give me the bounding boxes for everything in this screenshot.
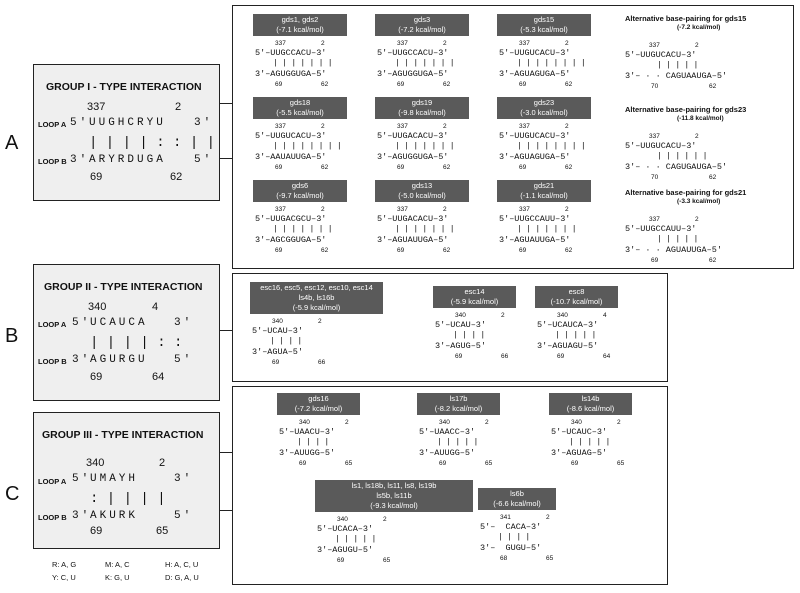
ls-structure-bars: ||||| bbox=[437, 437, 483, 447]
gds-structure-n2: 2 bbox=[321, 123, 325, 130]
alt-n1: 337 bbox=[649, 216, 660, 223]
gds-structure-n4: 62 bbox=[321, 164, 329, 171]
gds-structure-label-line: gds3 bbox=[413, 15, 431, 24]
ls-structure-label bbox=[315, 480, 473, 512]
gds-structure-label-line: (-7.1 kcal/mol) bbox=[276, 25, 324, 35]
gds-structure-label-line: gds23 bbox=[533, 98, 555, 107]
group3-box bbox=[33, 412, 220, 549]
group2-top-prefix: 5′ bbox=[72, 317, 92, 329]
ls-structure-label bbox=[417, 393, 500, 415]
gds-structure-bars: |||||||| bbox=[273, 141, 346, 151]
group1-top-seq: UUGHCRYU bbox=[89, 117, 166, 129]
alt-title: Alternative base-pairing for gds15 bbox=[625, 14, 747, 23]
esc-structure-n3: 69 bbox=[272, 359, 280, 366]
connector bbox=[220, 158, 232, 159]
esc-structure-n1: 340 bbox=[272, 318, 283, 325]
gds-structure-bars: ||||||| bbox=[273, 58, 337, 68]
gds-structure-label-line: gds18 bbox=[289, 98, 311, 107]
esc-structure-label-line: esc16, esc5, esc12, esc10, esc14 bbox=[260, 283, 373, 292]
ls-structure-bot: 3′–AGUGU–5′ bbox=[317, 545, 374, 555]
legend-r: R: A, G bbox=[52, 560, 77, 569]
ls-structure-bot: 3′– GUGU–5′ bbox=[480, 543, 542, 553]
ls-structure-n1: 340 bbox=[337, 516, 348, 523]
ls-structure-n4: 65 bbox=[546, 555, 554, 562]
ls-structure-top: 5′–UAACC–3′ bbox=[419, 427, 476, 437]
group3-loop-b: LOOP B bbox=[38, 513, 67, 522]
gds-structure-bars: ||||||| bbox=[273, 224, 337, 234]
esc-structure-label-line: (-5.9 kcal/mol) bbox=[292, 303, 341, 313]
gds-structure-bot: 3′–AGCGGUGA–5′ bbox=[255, 235, 327, 245]
ls-structure-n2: 2 bbox=[383, 516, 387, 523]
ls-structure-n1: 340 bbox=[299, 419, 310, 426]
group1-loop-b: LOOP B bbox=[38, 157, 67, 166]
ls-structure-label bbox=[549, 393, 632, 415]
alt-n3: 70 bbox=[651, 174, 659, 181]
group3-top-prefix: 5′ bbox=[72, 473, 92, 485]
gds-structure-n2: 2 bbox=[565, 123, 569, 130]
esc-structure-top: 5′–UCAU–3′ bbox=[435, 320, 487, 330]
gds-structure-label bbox=[253, 14, 347, 36]
esc-structure-n4: 66 bbox=[501, 353, 509, 360]
ls-structure-n4: 65 bbox=[345, 460, 353, 467]
gds-structure-n4: 62 bbox=[565, 81, 573, 88]
alt-energy: (-3.3 kcal/mol) bbox=[677, 198, 721, 205]
gds-structure-label bbox=[375, 180, 469, 202]
ls-structure-bot: 3′–AUUGG–5′ bbox=[419, 448, 476, 458]
ls-structure-n3: 68 bbox=[500, 555, 508, 562]
alt-n2: 2 bbox=[695, 216, 699, 223]
alt-n1: 337 bbox=[649, 133, 660, 140]
group1-num-337: 337 bbox=[87, 101, 106, 113]
group2-bot-prefix: 3′ bbox=[72, 354, 92, 366]
group2-bot-suffix: 5′ bbox=[174, 354, 194, 366]
alt-bot: 3′– · · CAGUAAUGA–5′ bbox=[625, 71, 728, 81]
gds-structure-label bbox=[497, 14, 591, 36]
gds-structure-n3: 69 bbox=[275, 81, 283, 88]
ls-structure-label-line: ls14b bbox=[581, 394, 600, 403]
group1-bot-seq: ARYRDUGA bbox=[89, 154, 166, 166]
gds-structure-n1: 337 bbox=[519, 206, 530, 213]
group1-title: GROUP I - TYPE INTERACTION bbox=[46, 81, 202, 93]
esc-structure-label-line: (-10.7 kcal/mol) bbox=[550, 297, 603, 307]
alt-n1: 337 bbox=[649, 42, 660, 49]
group3-bot-seq: AKURK bbox=[90, 510, 139, 522]
gds-structure-n2: 2 bbox=[443, 40, 447, 47]
panel-letter-c: C bbox=[5, 483, 20, 505]
gds-structure-bars: |||||||| bbox=[517, 58, 590, 68]
alt-bot: 3′– · · AGUAUUGA–5′ bbox=[625, 245, 722, 255]
ls-structure-label-line: (-9.3 kcal/mol) bbox=[370, 501, 418, 511]
group3-pairs: : | | | | bbox=[90, 491, 166, 507]
gds-structure-top: 5′–UUGCCACU–3′ bbox=[377, 48, 449, 58]
ls-structure-bars: ||||| bbox=[335, 534, 381, 544]
alt-title: Alternative base-pairing for gds21 bbox=[625, 188, 747, 197]
gds-structure-n4: 62 bbox=[443, 164, 451, 171]
esc-structure-bars: |||| bbox=[453, 330, 490, 340]
alt-n4: 62 bbox=[709, 83, 717, 90]
gds-structure-n1: 337 bbox=[275, 40, 286, 47]
gds-structure-bars: ||||||| bbox=[517, 224, 581, 234]
esc-structure-label bbox=[250, 282, 383, 314]
gds-structure-n3: 69 bbox=[275, 247, 283, 254]
group3-bot-prefix: 3′ bbox=[72, 510, 92, 522]
gds-structure-bars: ||||||| bbox=[395, 58, 459, 68]
gds-structure-n2: 2 bbox=[565, 206, 569, 213]
group1-top-prefix: 5′ bbox=[70, 117, 90, 129]
ls-structure-n3: 69 bbox=[571, 460, 579, 467]
connector bbox=[220, 103, 232, 104]
gds-structure-n2: 2 bbox=[321, 40, 325, 47]
gds-structure-label bbox=[253, 97, 347, 119]
esc-structure-n4: 66 bbox=[318, 359, 326, 366]
connector bbox=[220, 452, 232, 453]
gds-structure-label bbox=[497, 180, 591, 202]
gds-structure-bot: 3′–AGUAUUGA–5′ bbox=[377, 235, 449, 245]
gds-structure-label-line: (-1.1 kcal/mol) bbox=[520, 191, 568, 201]
esc-structure-bot: 3′–AGUG–5′ bbox=[435, 341, 487, 351]
gds-structure-label-line: gds13 bbox=[411, 181, 433, 190]
ls-structure-bars: |||| bbox=[297, 437, 334, 447]
group3-num-340: 340 bbox=[86, 457, 105, 469]
group1-top-suffix: 3′ bbox=[194, 117, 214, 129]
alt-bot: 3′– · · CAGUGAUGA–5′ bbox=[625, 162, 728, 172]
esc-structure-n2: 2 bbox=[501, 312, 505, 319]
esc-structure-label bbox=[433, 286, 516, 308]
group3-num-65: 65 bbox=[156, 525, 169, 537]
alt-bars: ||||| bbox=[657, 234, 703, 244]
legend-y: Y: C, U bbox=[52, 573, 76, 582]
group3-bot-suffix: 5′ bbox=[174, 510, 194, 522]
gds-structure-bars: ||||||| bbox=[395, 141, 459, 151]
esc-structure-n4: 64 bbox=[603, 353, 611, 360]
group1-bot-prefix: 3′ bbox=[70, 154, 90, 166]
ls-structure-label-line: ls1, ls18b, ls11, ls8, ls19b bbox=[351, 481, 437, 490]
connector bbox=[220, 330, 232, 331]
gds-structure-n3: 69 bbox=[519, 247, 527, 254]
group2-pairs: | | | | : : bbox=[90, 335, 183, 351]
gds-structure-bars: ||||||| bbox=[395, 224, 459, 234]
gds-structure-label-line: gds15 bbox=[533, 15, 555, 24]
group3-top-seq: UMAYH bbox=[90, 473, 139, 485]
ls-structure-top: 5′– CACA–3′ bbox=[480, 522, 542, 532]
ls-structure-bars: |||| bbox=[498, 532, 535, 542]
group1-pairs: | | | | : : | | bbox=[89, 135, 216, 151]
legend-k: K: G, U bbox=[105, 573, 130, 582]
esc-structure-label bbox=[535, 286, 618, 308]
esc-structure-bot: 3′–AGUAGU–5′ bbox=[537, 341, 599, 351]
gds-structure-n2: 2 bbox=[443, 123, 447, 130]
ls-structure-label-line: (-8.2 kcal/mol) bbox=[434, 404, 483, 414]
alt-n4: 62 bbox=[709, 257, 717, 264]
gds-structure-label-line: (-7.2 kcal/mol) bbox=[398, 25, 446, 35]
group3-num-69: 69 bbox=[90, 525, 103, 537]
alt-top: 5′–UUGUCACU–3′ bbox=[625, 50, 697, 60]
gds-structure-n4: 62 bbox=[565, 247, 573, 254]
group1-box bbox=[33, 64, 220, 201]
group1-num-69: 69 bbox=[90, 171, 103, 183]
gds-structure-label bbox=[497, 97, 591, 119]
esc-structure-n3: 69 bbox=[455, 353, 463, 360]
group2-num-340: 340 bbox=[88, 301, 107, 313]
gds-structure-label-line: (-5.3 kcal/mol) bbox=[520, 25, 568, 35]
group1-num-62: 62 bbox=[170, 171, 183, 183]
gds-structure-n4: 62 bbox=[321, 247, 329, 254]
gds-structure-n4: 62 bbox=[321, 81, 329, 88]
alt-title: Alternative base-pairing for gds23 bbox=[625, 105, 747, 114]
ls-structure-n3: 69 bbox=[337, 557, 345, 564]
ls-structure-n4: 65 bbox=[485, 460, 493, 467]
alt-n2: 2 bbox=[695, 133, 699, 140]
gds-structure-n1: 337 bbox=[397, 206, 408, 213]
esc-structure-bars: |||| bbox=[270, 336, 307, 346]
group1-num-2: 2 bbox=[175, 101, 182, 113]
ls-structure-label-line: ls5b, ls11b bbox=[376, 491, 412, 501]
gds-structure-n2: 2 bbox=[443, 206, 447, 213]
gds-structure-n3: 69 bbox=[519, 81, 527, 88]
gds-structure-label-line: (-5.0 kcal/mol) bbox=[398, 191, 446, 201]
ls-structure-label-line: ls17b bbox=[449, 394, 468, 403]
legend-d: D: G, A, U bbox=[165, 573, 199, 582]
group2-box bbox=[33, 264, 220, 401]
group1-bot-suffix: 5′ bbox=[194, 154, 214, 166]
esc-structure-bot: 3′–AGUA–5′ bbox=[252, 347, 304, 357]
legend-m: M: A, C bbox=[105, 560, 130, 569]
ls-structure-n3: 69 bbox=[439, 460, 447, 467]
gds-structure-n1: 337 bbox=[275, 123, 286, 130]
ls-structure-label-line: (-6.6 kcal/mol) bbox=[493, 499, 541, 509]
gds-structure-n3: 69 bbox=[275, 164, 283, 171]
group2-title: GROUP II - TYPE INTERACTION bbox=[44, 281, 203, 293]
gds-structure-bot: 3′–AGUAUUGA–5′ bbox=[499, 235, 571, 245]
esc-structure-label-line: (-5.9 kcal/mol) bbox=[450, 297, 499, 307]
gds-structure-n1: 337 bbox=[519, 40, 530, 47]
ls-structure-top: 5′–UAACU–3′ bbox=[279, 427, 336, 437]
ls-structure-n3: 69 bbox=[299, 460, 307, 467]
gds-structure-bot: 3′–AGUAGUGA–5′ bbox=[499, 69, 571, 79]
gds-structure-label-line: (-9.8 kcal/mol) bbox=[398, 108, 446, 118]
ls-structure-n2: 2 bbox=[345, 419, 349, 426]
esc-structure-top: 5′–UCAU–3′ bbox=[252, 326, 304, 336]
ls-structure-n1: 340 bbox=[439, 419, 450, 426]
ls-structure-label bbox=[478, 488, 556, 510]
gds-structure-label bbox=[253, 180, 347, 202]
esc-structure-n2: 2 bbox=[318, 318, 322, 325]
group2-bot-seq: AGURGU bbox=[90, 354, 148, 366]
legend-h: H: A, C, U bbox=[165, 560, 199, 569]
gds-structure-n1: 337 bbox=[275, 206, 286, 213]
gds-structure-bars: |||||||| bbox=[517, 141, 590, 151]
ls-structure-label bbox=[277, 393, 360, 415]
ls-structure-label-line: (-8.6 kcal/mol) bbox=[566, 404, 615, 414]
ls-structure-bot: 3′–AUUGG–5′ bbox=[279, 448, 336, 458]
group3-num-2: 2 bbox=[159, 457, 166, 469]
group3-title: GROUP III - TYPE INTERACTION bbox=[42, 429, 204, 441]
ls-structure-n1: 341 bbox=[500, 514, 511, 521]
alt-top: 5′–UUGCCAUU–3′ bbox=[625, 224, 697, 234]
gds-structure-label bbox=[375, 97, 469, 119]
esc-structure-bars: ||||| bbox=[555, 330, 601, 340]
alt-n3: 69 bbox=[651, 257, 659, 264]
esc-structure-label-line: esc14 bbox=[464, 287, 485, 296]
gds-structure-n3: 69 bbox=[519, 164, 527, 171]
ls-structure-n1: 340 bbox=[571, 419, 582, 426]
alt-n3: 70 bbox=[651, 83, 659, 90]
alt-bars: |||||| bbox=[657, 151, 712, 161]
gds-structure-n2: 2 bbox=[565, 40, 569, 47]
gds-structure-label bbox=[375, 14, 469, 36]
ls-structure-n4: 65 bbox=[383, 557, 391, 564]
group3-top-suffix: 3′ bbox=[174, 473, 194, 485]
esc-structure-n1: 340 bbox=[455, 312, 466, 319]
gds-structure-label-line: (-3.0 kcal/mol) bbox=[520, 108, 568, 118]
gds-structure-label-line: gds21 bbox=[533, 181, 555, 190]
gds-structure-n1: 337 bbox=[397, 40, 408, 47]
esc-structure-top: 5′–UCAUCA–3′ bbox=[537, 320, 599, 330]
ls-structure-n2: 2 bbox=[617, 419, 621, 426]
ls-structure-n2: 2 bbox=[546, 514, 550, 521]
alt-energy: (-11.8 kcal/mol) bbox=[677, 115, 724, 122]
panel-letter-a: A bbox=[5, 132, 19, 154]
esc-structure-n3: 69 bbox=[557, 353, 565, 360]
ls-structure-label-line: ls6b bbox=[510, 489, 524, 498]
ls-structure-label-line: (-7.2 kcal/mol) bbox=[294, 404, 343, 414]
alt-bars: ||||| bbox=[657, 60, 703, 70]
gds-structure-top: 5′–UUGUCACU–3′ bbox=[499, 131, 571, 141]
ls-structure-n2: 2 bbox=[485, 419, 489, 426]
gds-structure-n3: 69 bbox=[397, 81, 405, 88]
gds-structure-top: 5′–UUGACGCU–3′ bbox=[255, 214, 327, 224]
gds-structure-n3: 69 bbox=[397, 247, 405, 254]
connector bbox=[220, 510, 232, 511]
group3-loop-a: LOOP A bbox=[38, 477, 67, 486]
ls-structure-bars: ||||| bbox=[569, 437, 615, 447]
group1-loop-a: LOOP A bbox=[38, 120, 67, 129]
ls-structure-bot: 3′–AGUAG–5′ bbox=[551, 448, 608, 458]
alt-energy: (-7.2 kcal/mol) bbox=[677, 24, 721, 31]
group2-num-64: 64 bbox=[152, 371, 165, 383]
ls-structure-top: 5′–UCAUC–3′ bbox=[551, 427, 608, 437]
gds-structure-top: 5′–UUGUCACU–3′ bbox=[499, 48, 571, 58]
gds-structure-n3: 69 bbox=[397, 164, 405, 171]
gds-structure-bot: 3′–AGUGGUGA–5′ bbox=[377, 152, 449, 162]
esc-structure-label-line: ls4b, ls16b bbox=[298, 293, 335, 303]
gds-structure-label-line: gds6 bbox=[291, 181, 309, 190]
ls-structure-label-line: gds16 bbox=[308, 394, 329, 403]
gds-structure-label-line: gds1, gds2 bbox=[281, 15, 319, 24]
gds-structure-top: 5′–UUGUCACU–3′ bbox=[255, 131, 327, 141]
alt-top: 5′–UUGUCACU–3′ bbox=[625, 141, 697, 151]
gds-structure-label-line: (-5.5 kcal/mol) bbox=[276, 108, 324, 118]
panel-letter-b: B bbox=[5, 325, 19, 347]
gds-structure-top: 5′–UUGACACU–3′ bbox=[377, 214, 449, 224]
ls-structure-top: 5′–UCACA–3′ bbox=[317, 524, 374, 534]
group2-num-4: 4 bbox=[152, 301, 159, 313]
alt-n4: 62 bbox=[709, 174, 717, 181]
gds-structure-label-line: gds19 bbox=[411, 98, 433, 107]
group2-loop-b: LOOP B bbox=[38, 357, 67, 366]
gds-structure-bot: 3′–AGUAGUGA–5′ bbox=[499, 152, 571, 162]
gds-structure-top: 5′–UUGCCACU–3′ bbox=[255, 48, 327, 58]
gds-structure-bot: 3′–AAUAUUGA–5′ bbox=[255, 152, 327, 162]
gds-structure-top: 5′–UUGCCAUU–3′ bbox=[499, 214, 571, 224]
group2-top-seq: UCAUCA bbox=[90, 317, 148, 329]
group2-num-69: 69 bbox=[90, 371, 103, 383]
gds-structure-n4: 62 bbox=[443, 247, 451, 254]
esc-structure-label-line: esc8 bbox=[568, 287, 585, 296]
gds-structure-n1: 337 bbox=[519, 123, 530, 130]
ls-structure-n4: 65 bbox=[617, 460, 625, 467]
gds-structure-label-line: (-9.7 kcal/mol) bbox=[276, 191, 324, 201]
group2-loop-a: LOOP A bbox=[38, 320, 67, 329]
esc-structure-n1: 340 bbox=[557, 312, 568, 319]
gds-structure-top: 5′–UUGACACU–3′ bbox=[377, 131, 449, 141]
alt-n2: 2 bbox=[695, 42, 699, 49]
esc-structure-n2: 4 bbox=[603, 312, 607, 319]
group2-top-suffix: 3′ bbox=[174, 317, 194, 329]
gds-structure-bot: 3′–AGUGGUGA–5′ bbox=[377, 69, 449, 79]
gds-structure-n4: 62 bbox=[565, 164, 573, 171]
gds-structure-bot: 3′–AGUGGUGA–5′ bbox=[255, 69, 327, 79]
gds-structure-n1: 337 bbox=[397, 123, 408, 130]
gds-structure-n2: 2 bbox=[321, 206, 325, 213]
gds-structure-n4: 62 bbox=[443, 81, 451, 88]
